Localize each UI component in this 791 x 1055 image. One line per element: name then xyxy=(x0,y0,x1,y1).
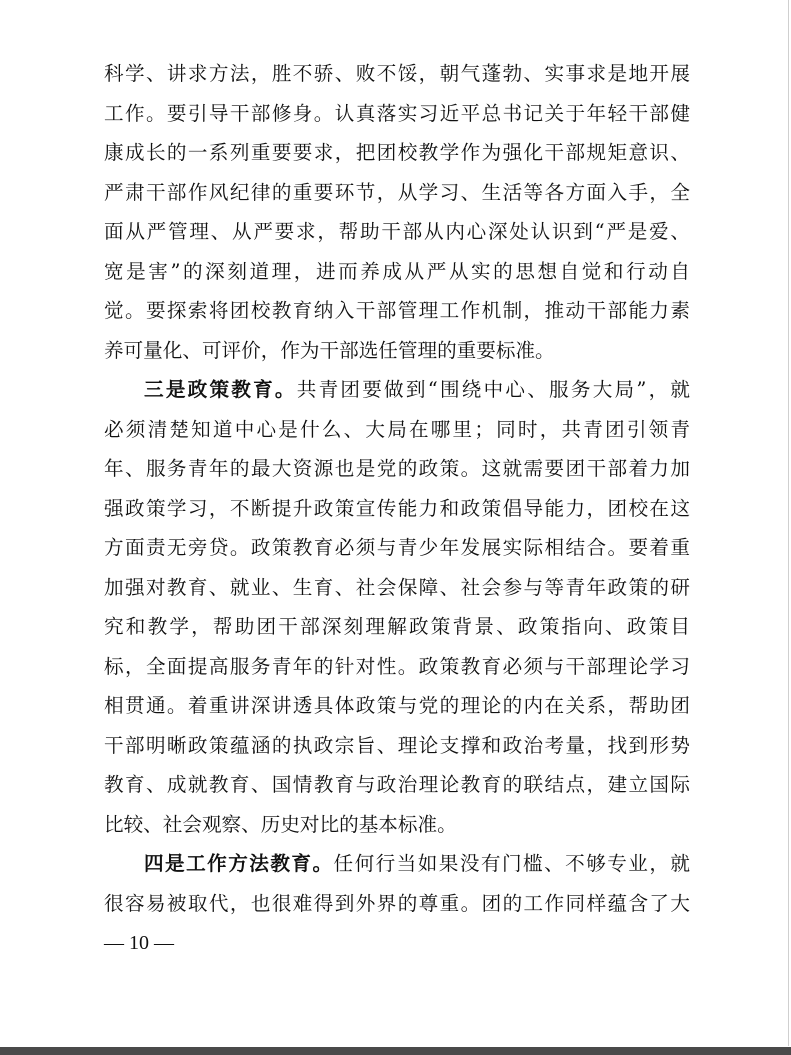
paragraph-2-line-6: 加强对教育、就业、生育、社会保障、社会参与等青年政策的研 xyxy=(104,575,690,599)
paragraph-2-line-5: 方面责无旁贷。政策教育必须与青少年发展实际相结合。要着重 xyxy=(104,536,690,559)
paragraph-1-line-1: 科学、讲求方法，胜不骄、败不馁，朝气蓬勃、实事求是地开展 xyxy=(104,62,690,85)
paragraph-2-line-10: 干部明晰政策蕴涵的执政宗旨、理论支撑和政治考量，找到形势 xyxy=(104,733,690,757)
paragraph-2-line-1-text: 共青团要做到“围绕中心、服务大局”，就 xyxy=(296,378,690,401)
paragraph-1-line-8: 养可量化、可评价，作为干部选任管理的重要标准。 xyxy=(104,338,555,362)
paragraph-3-line-2: 很容易被取代，也很难得到外界的尊重。团的工作同样蕴含了大 xyxy=(104,891,690,915)
paragraph-2-line-2: 必须清楚知道中心是什么、大局在哪里；同时，共青团引领青 xyxy=(104,417,690,441)
viewer-bottom-bar xyxy=(0,1047,791,1055)
paragraph-2-line-3: 年、服务青年的最大资源也是党的政策。这就需要团干部着力加 xyxy=(104,457,690,480)
paragraph-1-line-4: 严肃干部作风纪律的重要环节，从学习、生活等各方面入手，全 xyxy=(104,180,690,204)
paragraph-2-line-1 xyxy=(104,370,690,410)
body-text xyxy=(104,54,690,923)
paragraph-2-line-7: 究和教学，帮助团干部深刻理解政策背景、政策指向、政策目 xyxy=(104,615,690,638)
paragraph-2-line-8: 标，全面提高服务青年的针对性。政策教育必须与干部理论学习 xyxy=(104,654,690,678)
page-number: — 10 — xyxy=(104,932,174,954)
paragraph-2-line-9: 相贯通。着重讲深讲透具体政策与党的理论的内在关系，帮助团 xyxy=(104,694,690,717)
paragraph-2-line-11: 教育、成就教育、国情教育与政治理论教育的联结点，建立国际 xyxy=(104,773,690,796)
paragraph-2-line-12: 比较、社会观察、历史对比的基本标准。 xyxy=(104,812,457,836)
paragraph-1-line-7: 觉。要探索将团校教育纳入干部管理工作机制，推动干部能力素 xyxy=(104,299,690,322)
paragraph-2-line-4: 强政策学习，不断提升政策宣传能力和政策倡导能力，团校在这 xyxy=(104,496,690,520)
paragraph-1-line-6: 宽是害”的深刻道理，进而养成从严从实的思想自觉和行动自 xyxy=(104,259,690,283)
paragraph-1-line-3: 康成长的一系列重要要求，把团校教学作为强化干部规矩意识、 xyxy=(104,141,690,164)
paragraph-1-line-2: 工作。要引导干部修身。认真落实习近平总书记关于年轻干部健 xyxy=(104,101,690,125)
paragraph-3-line-1-text: 任何行当如果没有门槛、不够专业，就 xyxy=(333,852,690,875)
section-heading-work-method: 四是工作方法教育。 xyxy=(144,852,334,875)
paragraph-3-line-1 xyxy=(104,844,690,884)
paragraph-1-line-5: 面从严管理、从严要求，帮助干部从内心深处认识到“严是爱、 xyxy=(104,220,690,243)
section-heading-policy: 三是政策教育。 xyxy=(144,378,297,401)
